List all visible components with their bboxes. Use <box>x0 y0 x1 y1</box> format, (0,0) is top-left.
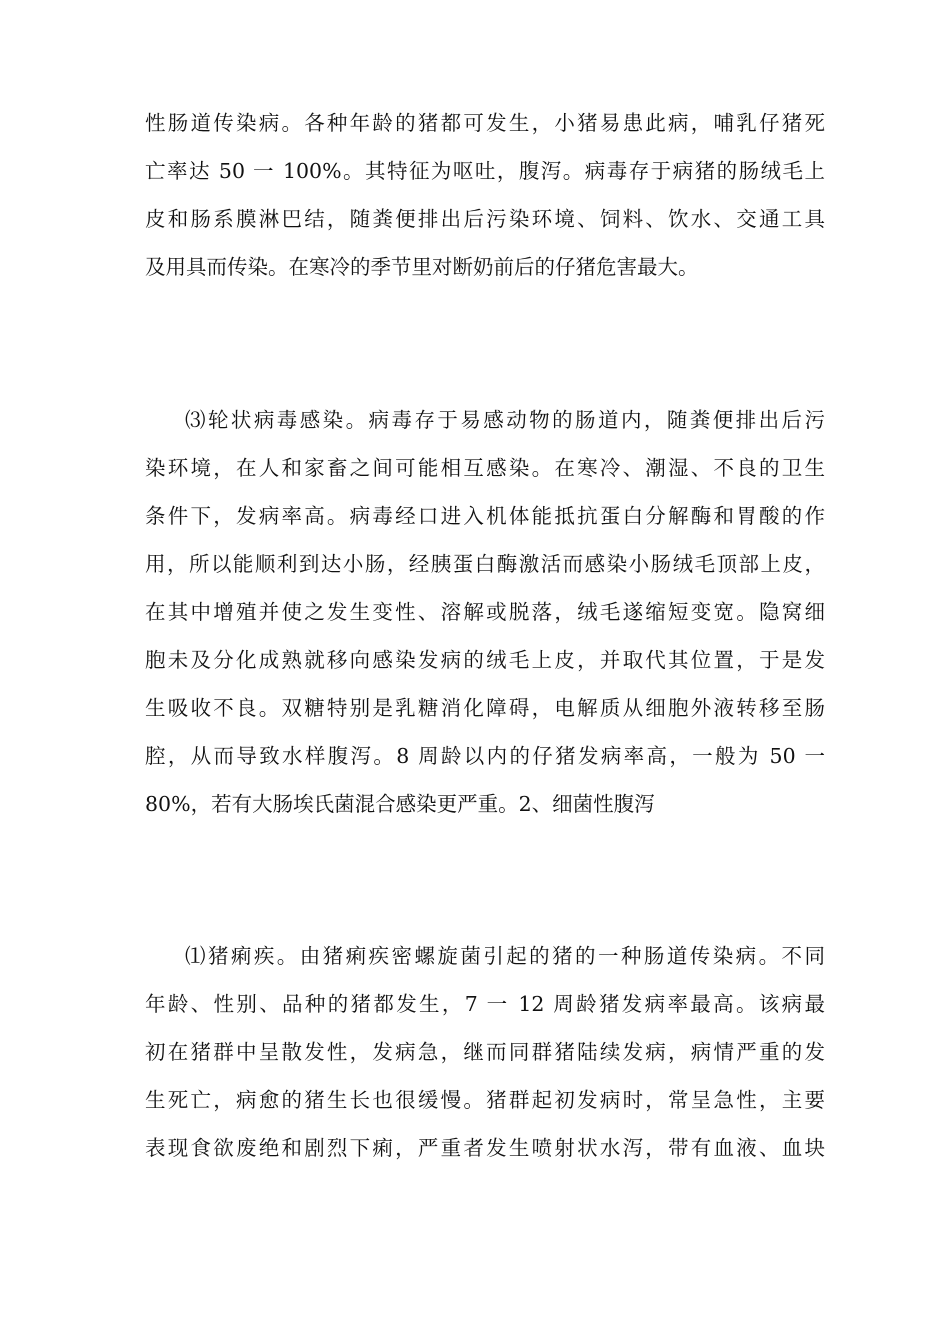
text-line: 腔，从而导致水样腹泻。8 周龄以内的仔猪发病率高，一般为 50 一 <box>145 744 825 768</box>
text-line: 性肠道传染病。各种年龄的猪都可发生，小猪易患此病，哺乳仔猪死 <box>145 111 825 135</box>
text-line: 初在猪群中呈散发性，发病急，继而同群猪陆续发病，病情严重的发 <box>145 1040 825 1064</box>
text-line: 生死亡，病愈的猪生长也很缓慢。猪群起初发病时，常呈急性，主要 <box>145 1088 825 1112</box>
text-line: 皮和肠系膜淋巴结，随粪便排出后污染环境、饲料、饮水、交通工具 <box>145 207 825 231</box>
text-line: 在其中增殖并使之发生变性、溶解或脱落，绒毛遂缩短变宽。隐窝细 <box>145 600 825 624</box>
text-line: ⑶轮状病毒感染。病毒存于易感动物的肠道内，随粪便排出后污 <box>185 408 825 432</box>
text-line: 表现食欲废绝和剧烈下痢，严重者发生喷射状水泻，带有血液、血块 <box>145 1136 825 1160</box>
text-line: 亡率达 50 一 100%。其特征为呕吐，腹泻。病毒存于病猪的肠绒毛上 <box>145 159 825 183</box>
text-line: 用，所以能顺利到达小肠，经胰蛋白酶激活而感染小肠绒毛顶部上皮， <box>145 552 825 576</box>
text-line: 生吸收不良。双糖特别是乳糖消化障碍，电解质从细胞外液转移至肠 <box>145 696 825 720</box>
text-line: 胞未及分化成熟就移向感染发病的绒毛上皮，并取代其位置，于是发 <box>145 648 825 672</box>
text-line: 年龄、性别、品种的猪都发生，7 一 12 周龄猪发病率最高。该病最 <box>145 992 825 1016</box>
text-line: ⑴猪痢疾。由猪痢疾密螺旋菌引起的猪的一种肠道传染病。不同 <box>185 944 825 968</box>
text-line: 条件下，发病率高。病毒经口进入机体能抵抗蛋白分解酶和胃酸的作 <box>145 504 825 528</box>
text-line: 80%，若有大肠埃氏菌混合感染更严重。2、细菌性腹泻 <box>145 792 655 816</box>
text-line: 及用具而传染。在寒冷的季节里对断奶前后的仔猪危害最大。 <box>145 255 699 279</box>
text-line: 染环境，在人和家畜之间可能相互感染。在寒冷、潮湿、不良的卫生 <box>145 456 825 480</box>
